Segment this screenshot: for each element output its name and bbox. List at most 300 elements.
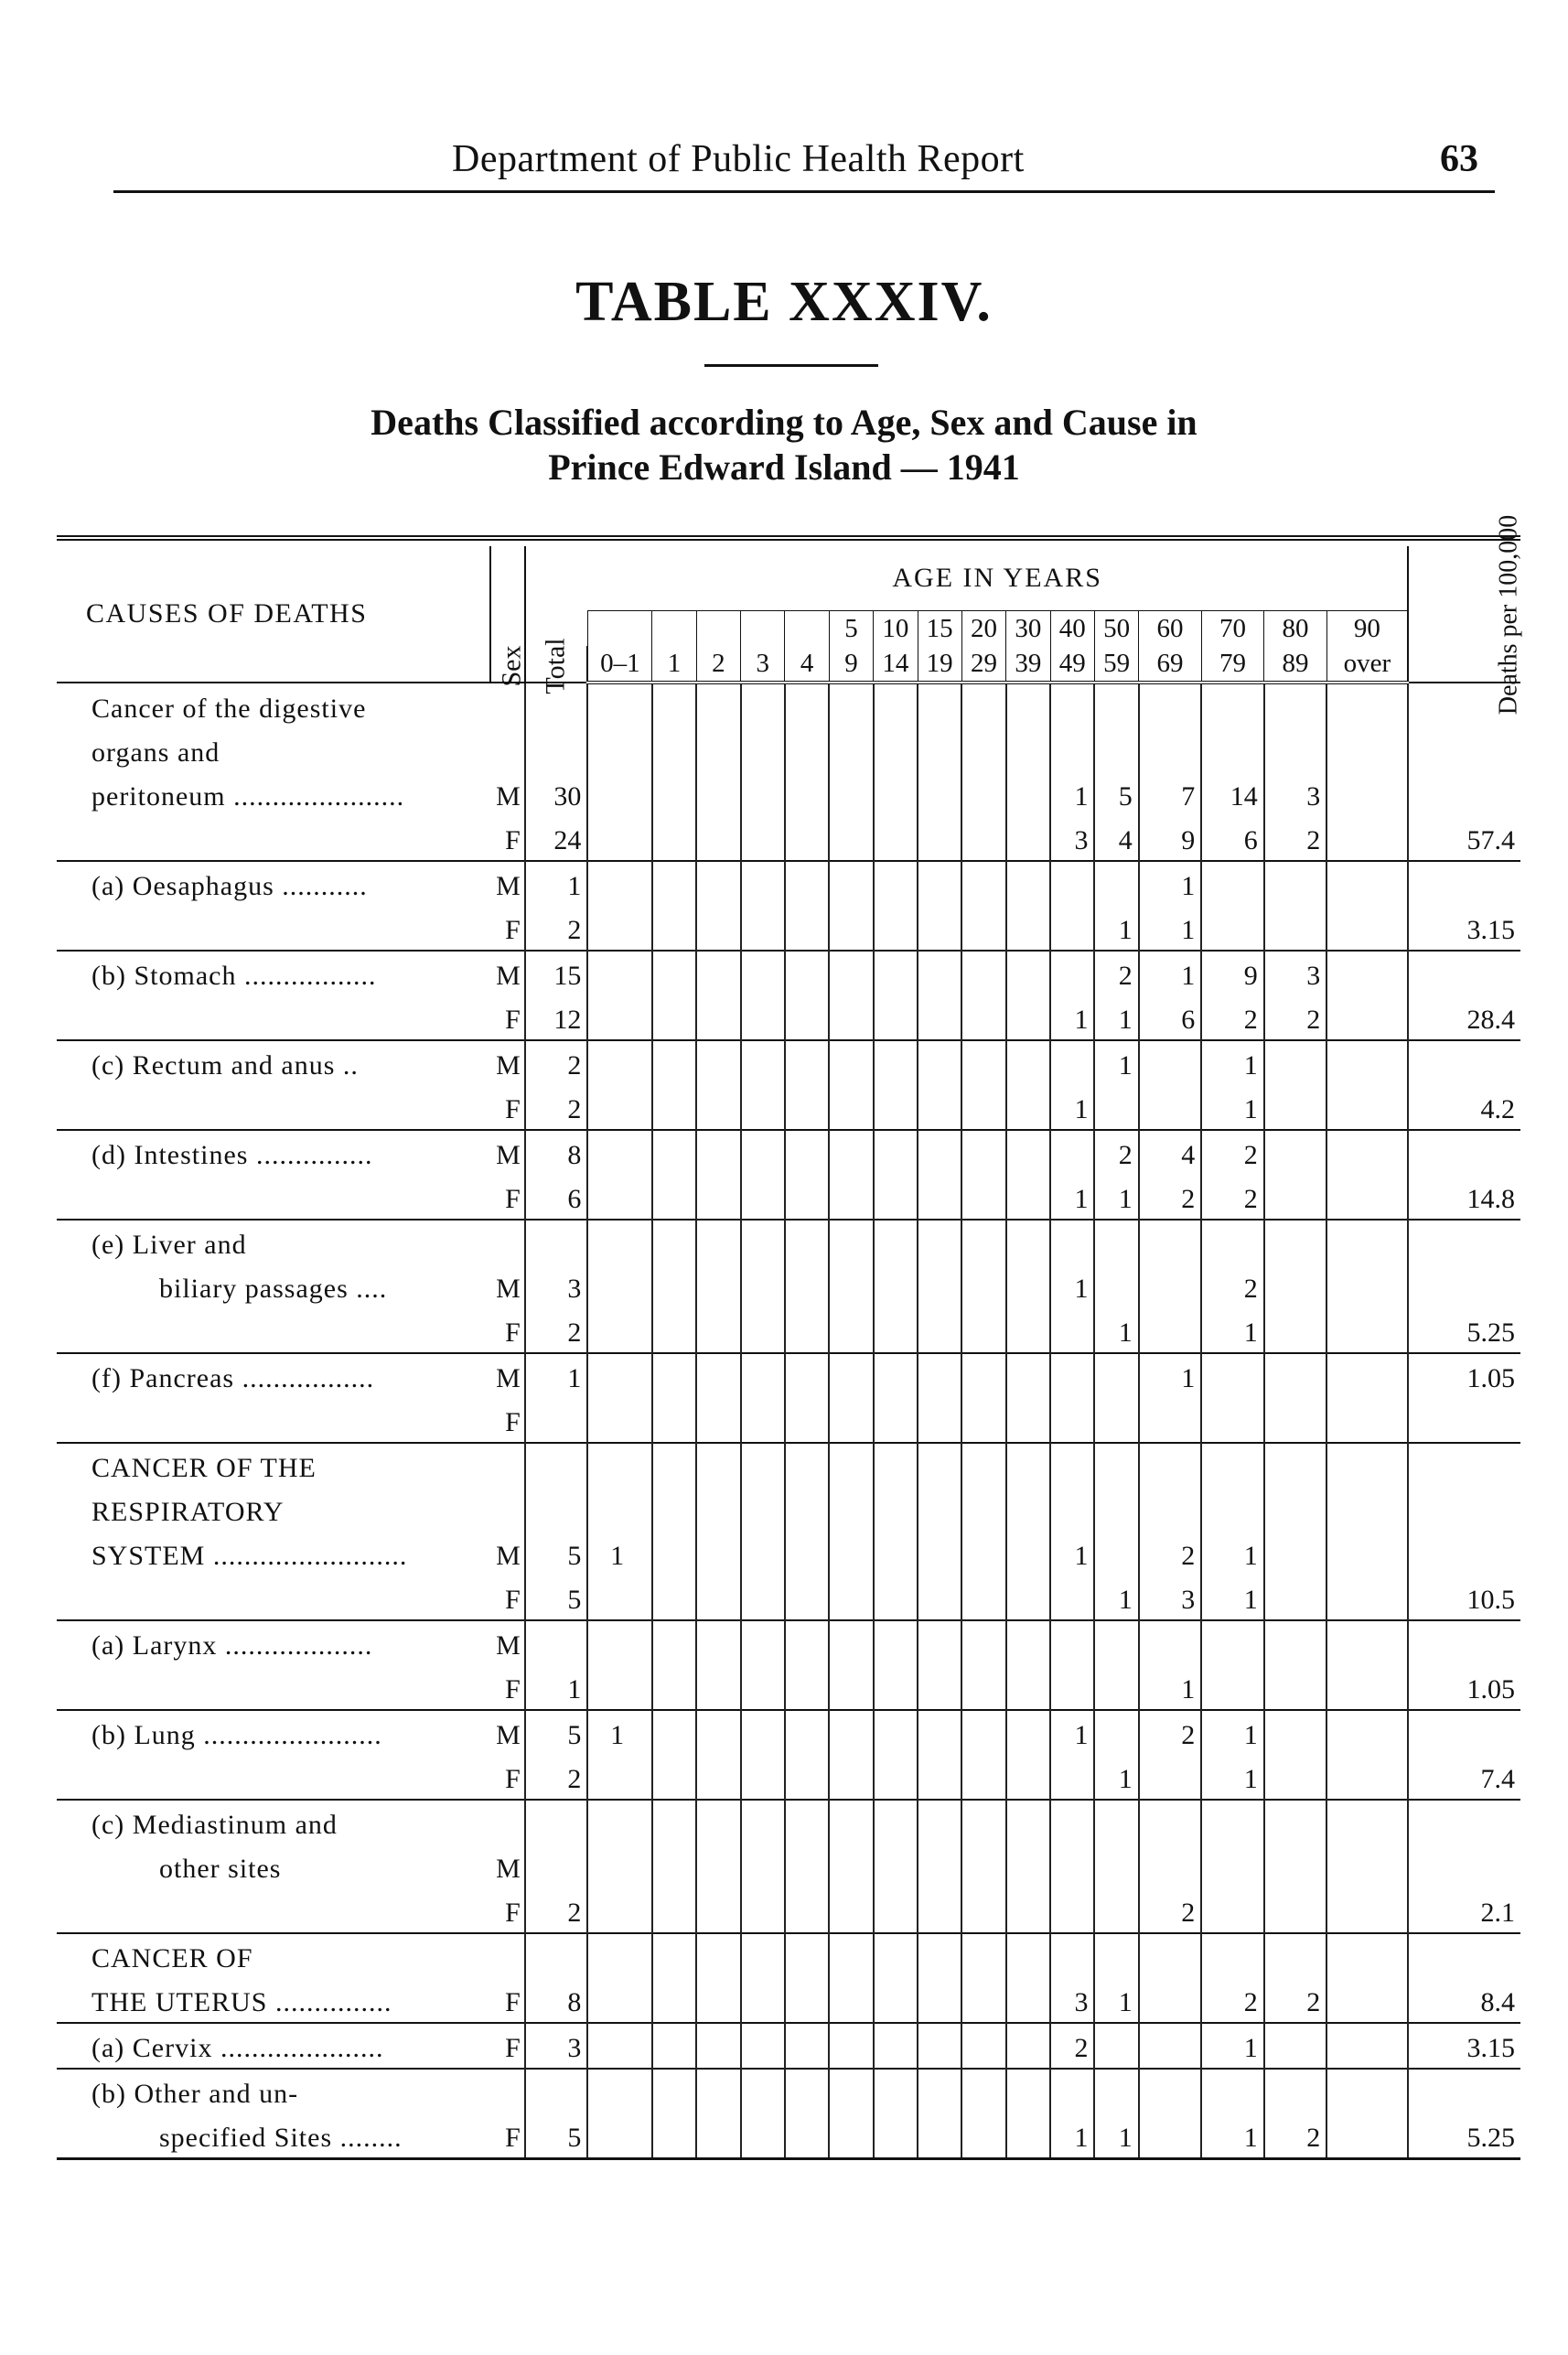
table-row <box>57 1933 1520 1978</box>
age-cell <box>874 2069 918 2113</box>
age-cell <box>874 683 918 728</box>
age-cell <box>652 772 696 816</box>
age-cell <box>874 1710 918 1755</box>
age-cell <box>918 1175 961 1220</box>
age-cell <box>741 1353 785 1398</box>
age-cell <box>1006 1620 1050 1665</box>
age-cell <box>961 728 1005 772</box>
rate-cell <box>1408 1844 1520 1888</box>
sex-cell: F <box>505 1898 521 1928</box>
rate-cell: 8.4 <box>1408 1978 1520 2023</box>
age-cell <box>961 1443 1005 1488</box>
total-cell: 12 <box>525 995 588 1040</box>
rate-cell <box>1408 861 1520 906</box>
age-cell <box>918 951 961 995</box>
age-cell <box>587 1264 652 1308</box>
age-cell: 1 <box>1094 1175 1138 1220</box>
age-cell <box>918 1755 961 1800</box>
age-cell <box>785 1800 829 1844</box>
age-cell <box>741 1620 785 1665</box>
age-cell <box>961 861 1005 906</box>
age-cell <box>785 995 829 1040</box>
age-cell: 1 <box>1139 906 1202 951</box>
cause-cell: (d) Intestines ............... <box>57 1130 490 1175</box>
age-cell <box>785 1308 829 1353</box>
age-cell <box>785 728 829 772</box>
age-cell <box>696 1398 740 1443</box>
age-cell <box>961 772 1005 816</box>
age-cell <box>1050 1443 1094 1488</box>
age-cell <box>785 1575 829 1620</box>
age-cell: 2 <box>1094 1130 1138 1175</box>
table-row <box>57 1308 1520 1353</box>
age-cell: 6 <box>1139 995 1202 1040</box>
age-cell: 1 <box>1050 1710 1094 1755</box>
age-cell <box>1006 1308 1050 1353</box>
age-cell <box>696 1532 740 1575</box>
age-cell <box>652 1308 696 1353</box>
cause-cell: peritoneum ...................... <box>91 781 405 812</box>
age-cell <box>1326 772 1408 816</box>
sex-cell <box>490 1800 525 1844</box>
total-cell: 3 <box>525 2023 588 2069</box>
sex-cell: F <box>505 825 521 855</box>
sex-cell: F <box>490 2113 525 2159</box>
age-cell <box>1006 728 1050 772</box>
age-cell <box>874 1665 918 1710</box>
table-row <box>57 1665 1520 1710</box>
age-cell <box>874 816 918 861</box>
age-cell: 4 <box>1139 1130 1202 1175</box>
age-cell <box>1326 1264 1408 1308</box>
header-age-bottom-7: 19 <box>918 646 961 683</box>
age-cell <box>1006 772 1050 816</box>
age-cell <box>1006 995 1050 1040</box>
age-cell <box>1094 861 1138 906</box>
age-cell <box>1006 1978 1050 2023</box>
age-cell <box>1264 1398 1327 1443</box>
age-cell <box>829 1710 873 1755</box>
age-cell <box>587 1398 652 1443</box>
age-cell: 1 <box>1139 1353 1202 1398</box>
age-cell <box>918 1575 961 1620</box>
age-cell <box>918 1844 961 1888</box>
age-cell <box>587 1175 652 1220</box>
age-cell <box>1326 1040 1408 1085</box>
age-cell: 1 <box>1050 1264 1094 1308</box>
age-cell <box>652 1620 696 1665</box>
age-cell <box>1201 1353 1264 1398</box>
age-cell <box>918 816 961 861</box>
rate-cell <box>1408 1398 1520 1443</box>
cause-cell <box>57 906 490 951</box>
age-cell <box>961 1353 1005 1398</box>
age-cell <box>1326 2069 1408 2113</box>
age-cell <box>1139 1443 1202 1488</box>
age-cell <box>874 1443 918 1488</box>
age-cell <box>1094 1443 1138 1488</box>
age-cell <box>1006 1933 1050 1978</box>
age-cell <box>874 1844 918 1888</box>
age-cell <box>1050 1353 1094 1398</box>
header-age-bottom-12: 69 <box>1139 646 1202 683</box>
age-cell <box>741 1532 785 1575</box>
age-cell <box>1201 1488 1264 1532</box>
age-cell <box>961 1844 1005 1888</box>
total-cell: 1 <box>525 861 588 906</box>
sex-cell <box>490 683 525 728</box>
age-cell <box>961 2113 1005 2159</box>
age-cell <box>1326 1130 1408 1175</box>
age-cell <box>652 1800 696 1844</box>
age-cell <box>741 1575 785 1620</box>
age-cell <box>652 1978 696 2023</box>
header-age-group: AGE IN YEARS <box>587 546 1408 611</box>
age-cell: 3 <box>1050 1978 1094 2023</box>
age-cell <box>1264 1575 1327 1620</box>
age-cell <box>1094 1264 1138 1308</box>
age-cell <box>829 1264 873 1308</box>
rate-cell <box>1408 951 1520 995</box>
rate-cell: 2.1 <box>1408 1888 1520 1933</box>
age-cell <box>652 995 696 1040</box>
age-cell <box>829 1130 873 1175</box>
age-cell <box>1326 1488 1408 1532</box>
age-cell: 1 <box>1201 1532 1264 1575</box>
table-row <box>57 1978 1520 2023</box>
age-cell <box>741 995 785 1040</box>
sex-cell: F <box>505 1317 521 1348</box>
age-cell <box>741 1844 785 1888</box>
rate-cell <box>1408 772 1520 816</box>
age-cell <box>785 861 829 906</box>
cause-cell: (e) Liver and <box>57 1220 490 1264</box>
age-cell <box>652 2023 696 2069</box>
age-cell <box>961 1220 1005 1264</box>
age-cell <box>1201 1220 1264 1264</box>
age-cell <box>587 1978 652 2023</box>
sex-cell: F <box>505 1407 521 1437</box>
age-cell <box>741 1665 785 1710</box>
age-cell <box>1050 1130 1094 1175</box>
age-cell <box>829 1800 873 1844</box>
age-cell <box>829 2023 873 2069</box>
cause-cell: other sites <box>159 1854 282 1884</box>
age-cell <box>1139 2023 1202 2069</box>
age-cell: 1 <box>1050 995 1094 1040</box>
header-age-top-12: 60 <box>1139 611 1202 647</box>
age-cell <box>1006 1888 1050 1933</box>
header-total: Total <box>525 546 588 683</box>
total-cell <box>525 1398 588 1443</box>
age-cell <box>652 1933 696 1978</box>
header-age-bottom-4: 4 <box>785 646 829 683</box>
age-cell <box>1006 1443 1050 1488</box>
age-cell <box>829 995 873 1040</box>
age-cell <box>829 906 873 951</box>
sex-cell: F <box>505 1184 521 1214</box>
age-cell <box>1006 1130 1050 1175</box>
age-cell <box>918 683 961 728</box>
age-cell <box>918 1085 961 1130</box>
age-cell <box>741 1085 785 1130</box>
cause-cell: (b) Lung ....................... <box>57 1710 490 1755</box>
sex-cell: F <box>505 1764 521 1794</box>
age-cell <box>1139 1264 1202 1308</box>
total-cell <box>525 728 588 772</box>
age-cell <box>1139 1398 1202 1443</box>
age-cell <box>652 1575 696 1620</box>
age-cell <box>785 1665 829 1710</box>
age-cell <box>874 1488 918 1532</box>
rate-cell: 57.4 <box>1408 816 1520 861</box>
age-cell <box>652 1532 696 1575</box>
age-cell <box>918 1488 961 1532</box>
age-cell: 2 <box>1139 1888 1202 1933</box>
age-cell <box>652 1353 696 1398</box>
header-age-top-15: 90 <box>1326 611 1408 647</box>
age-cell <box>1006 1353 1050 1398</box>
age-cell: 2 <box>1201 1130 1264 1175</box>
age-cell <box>918 728 961 772</box>
table-row <box>57 1398 1520 1443</box>
age-cell <box>1326 2113 1408 2159</box>
age-cell <box>785 2069 829 2113</box>
age-cell <box>918 2023 961 2069</box>
age-cell <box>587 2023 652 2069</box>
age-cell <box>696 772 740 816</box>
age-cell <box>1050 1933 1094 1978</box>
age-cell <box>829 861 873 906</box>
age-cell <box>652 1175 696 1220</box>
age-cell <box>785 1844 829 1888</box>
header-age-bottom-8: 29 <box>961 646 1005 683</box>
age-cell <box>696 1800 740 1844</box>
age-cell <box>1201 1443 1264 1488</box>
deaths-table <box>57 514 1523 2160</box>
age-cell <box>1326 1308 1408 1353</box>
age-cell <box>961 1040 1005 1085</box>
rate-cell <box>1408 1264 1520 1308</box>
age-cell <box>1050 861 1094 906</box>
age-cell <box>1094 1398 1138 1443</box>
age-cell <box>1139 1040 1202 1085</box>
rate-cell <box>1408 1130 1520 1175</box>
age-cell <box>918 772 961 816</box>
total-cell: 5 <box>525 1710 588 1755</box>
age-cell <box>652 728 696 772</box>
rate-cell: 5.25 <box>1408 1308 1520 1353</box>
age-cell <box>587 1443 652 1488</box>
age-cell <box>1264 1353 1327 1398</box>
age-cell <box>961 1398 1005 1443</box>
cause-cell: organs and <box>91 737 220 768</box>
age-cell <box>829 1575 873 1620</box>
cause-cell: (c) Mediastinum and <box>57 1800 490 1844</box>
age-cell <box>1201 1620 1264 1665</box>
age-cell <box>1326 906 1408 951</box>
age-cell <box>1050 1888 1094 1933</box>
age-cell <box>785 1488 829 1532</box>
age-cell <box>961 2069 1005 2113</box>
age-cell <box>1326 1443 1408 1488</box>
age-cell <box>785 1620 829 1665</box>
cause-cell: (c) Rectum and anus .. <box>57 1040 490 1085</box>
age-cell: 2 <box>1139 1175 1202 1220</box>
age-cell <box>1006 2023 1050 2069</box>
age-cell <box>1006 1665 1050 1710</box>
total-cell <box>525 1933 588 1978</box>
cause-cell <box>57 1755 490 1800</box>
cause-cell: (b) Stomach ................. <box>57 951 490 995</box>
age-cell <box>918 1532 961 1575</box>
age-cell <box>1326 1800 1408 1844</box>
age-cell <box>652 1398 696 1443</box>
cause-cell: specified Sites ........ <box>57 2113 490 2159</box>
total-cell: 6 <box>525 1175 588 1220</box>
age-cell <box>918 1800 961 1844</box>
table-row <box>57 1620 1520 1665</box>
age-cell: 3 <box>1264 951 1327 995</box>
age-cell <box>918 1978 961 2023</box>
age-cell <box>961 1755 1005 1800</box>
age-cell <box>1264 1040 1327 1085</box>
age-cell <box>587 1844 652 1888</box>
age-cell <box>696 1488 740 1532</box>
sex-cell: M <box>490 951 525 995</box>
age-cell <box>829 1040 873 1085</box>
age-cell <box>1094 728 1138 772</box>
age-cell <box>1006 861 1050 906</box>
age-cell <box>1264 1488 1327 1532</box>
age-cell <box>1050 1755 1094 1800</box>
age-cell <box>1264 1308 1327 1353</box>
age-cell: 1 <box>1050 2113 1094 2159</box>
age-cell <box>829 951 873 995</box>
age-cell <box>741 1175 785 1220</box>
age-cell <box>696 1665 740 1710</box>
age-cell <box>652 1888 696 1933</box>
age-cell <box>741 951 785 995</box>
age-cell <box>1326 1755 1408 1800</box>
age-cell <box>696 1888 740 1933</box>
age-cell <box>741 1933 785 1978</box>
age-cell <box>1139 1308 1202 1353</box>
total-cell <box>525 2069 588 2113</box>
table-row <box>57 995 1520 1040</box>
age-cell: 1 <box>1094 1575 1138 1620</box>
table-row <box>57 1353 1520 1398</box>
age-cell <box>696 1443 740 1488</box>
sex-cell: M <box>490 1620 525 1665</box>
age-cell: 2 <box>1264 995 1327 1040</box>
cause-cell: (a) Oesaphagus ........... <box>57 861 490 906</box>
age-cell <box>1050 1398 1094 1443</box>
rate-cell <box>1408 2069 1520 2113</box>
rate-cell <box>1408 1710 1520 1755</box>
age-cell <box>1050 951 1094 995</box>
cause-cell <box>57 1665 490 1710</box>
table-row <box>57 1888 1520 1933</box>
age-cell <box>1006 1040 1050 1085</box>
age-cell <box>874 1353 918 1398</box>
header-age-top-14: 80 <box>1264 611 1327 647</box>
page-number: 63 <box>1440 138 1478 180</box>
age-cell <box>918 1130 961 1175</box>
sex-cell <box>490 728 525 772</box>
age-cell <box>785 1710 829 1755</box>
age-cell: 2 <box>1264 1978 1327 2023</box>
table-row <box>57 951 1520 995</box>
table-row <box>57 1085 1520 1130</box>
age-cell <box>587 2113 652 2159</box>
header-age-bottom-6: 14 <box>874 646 918 683</box>
age-cell <box>785 1085 829 1130</box>
age-cell: 1 <box>1201 1755 1264 1800</box>
cause-cell: (f) Pancreas ................. <box>57 1353 490 1398</box>
age-cell: 9 <box>1139 816 1202 861</box>
age-cell <box>587 1130 652 1175</box>
cause-cell <box>57 1888 490 1933</box>
age-cell <box>652 1488 696 1532</box>
age-cell <box>1006 1220 1050 1264</box>
age-cell: 1 <box>1201 1710 1264 1755</box>
running-header <box>113 137 1495 193</box>
age-cell <box>696 1308 740 1353</box>
age-cell <box>587 861 652 906</box>
age-cell <box>741 1488 785 1532</box>
table-subtitle-line1: Deaths Classified according to Age, Sex and Cause in <box>371 402 1197 443</box>
age-cell <box>1264 1710 1327 1755</box>
age-cell <box>829 1620 873 1665</box>
header-age-top-8: 20 <box>961 611 1005 647</box>
age-cell <box>1264 1800 1327 1844</box>
table-row <box>57 1532 1520 1575</box>
age-cell <box>1326 2023 1408 2069</box>
age-cell <box>961 816 1005 861</box>
age-cell <box>1326 1220 1408 1264</box>
age-cell <box>785 816 829 861</box>
age-cell <box>1139 1800 1202 1844</box>
rate-cell: 10.5 <box>1408 1575 1520 1620</box>
age-cell <box>785 2023 829 2069</box>
age-cell <box>1050 728 1094 772</box>
age-cell <box>696 906 740 951</box>
rate-cell <box>1408 1443 1520 1488</box>
age-cell <box>696 816 740 861</box>
header-age-bottom-9: 39 <box>1006 646 1050 683</box>
age-cell <box>785 951 829 995</box>
age-cell <box>961 1933 1005 1978</box>
age-cell <box>829 1933 873 1978</box>
cause-cell <box>57 1575 490 1620</box>
header-age-top-1 <box>652 611 696 647</box>
age-cell <box>1264 861 1327 906</box>
rate-cell <box>1408 1532 1520 1575</box>
age-cell <box>587 1308 652 1353</box>
age-cell <box>696 1353 740 1398</box>
sex-cell: F <box>505 1005 521 1035</box>
age-cell <box>741 1130 785 1175</box>
age-cell <box>1050 906 1094 951</box>
age-cell <box>874 1130 918 1175</box>
age-cell <box>1050 2069 1094 2113</box>
sex-cell: F <box>505 1987 521 2017</box>
age-cell <box>1326 1844 1408 1888</box>
age-cell <box>1326 1888 1408 1933</box>
age-cell <box>1139 2113 1202 2159</box>
age-cell <box>1006 1800 1050 1844</box>
